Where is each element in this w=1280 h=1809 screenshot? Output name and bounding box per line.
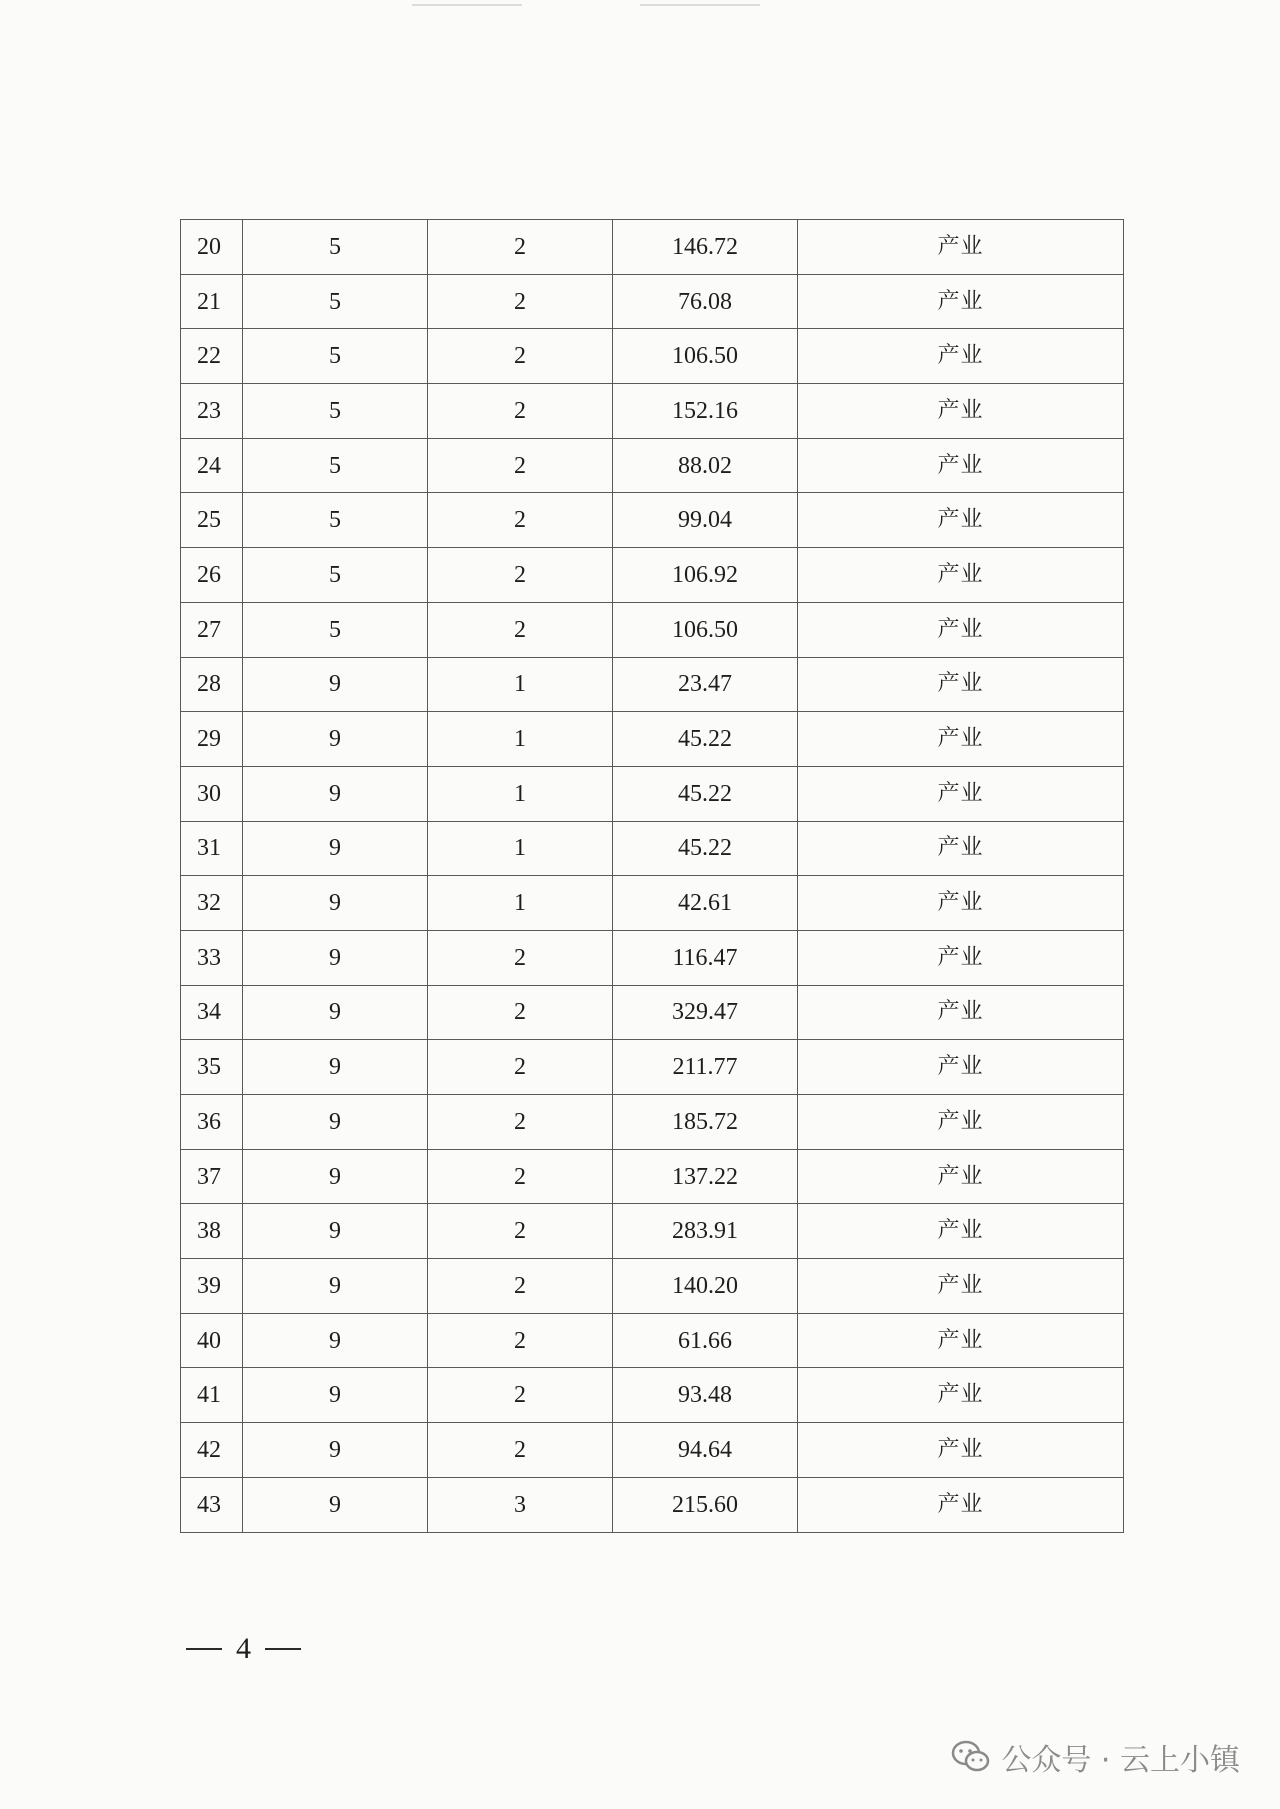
cell-number: 29	[181, 712, 243, 767]
cell-area: 215.60	[613, 1477, 798, 1532]
cell-column-2: 5	[243, 329, 428, 384]
cell-column-3: 2	[428, 329, 613, 384]
data-table	[180, 219, 1124, 1533]
cell-column-3: 2	[428, 1204, 613, 1259]
cell-number: 24	[181, 438, 243, 493]
cell-area: 94.64	[613, 1423, 798, 1478]
cell-column-2: 9	[243, 985, 428, 1040]
cell-use: 产业	[798, 1368, 1124, 1423]
cell-use: 产业	[798, 1259, 1124, 1314]
watermark-text: 公众号 · 云上小镇	[1001, 1743, 1240, 1778]
cell-column-2: 9	[243, 1423, 428, 1478]
cell-column-3: 1	[428, 657, 613, 712]
cell-number: 25	[181, 493, 243, 548]
cell-column-2: 9	[243, 1477, 428, 1532]
cell-number: 42	[181, 1423, 243, 1478]
table-row	[181, 1368, 1124, 1423]
cell-use: 产业	[798, 329, 1124, 384]
table-row	[181, 1477, 1124, 1532]
cell-use: 产业	[798, 985, 1124, 1040]
cell-area: 283.91	[613, 1204, 798, 1259]
table-row	[181, 712, 1124, 767]
cell-column-2: 9	[243, 1368, 428, 1423]
table-row	[181, 384, 1124, 439]
table-row	[181, 1313, 1124, 1368]
cell-column-2: 5	[243, 220, 428, 275]
cell-area: 88.02	[613, 438, 798, 493]
cell-number: 41	[181, 1368, 243, 1423]
cell-column-3: 2	[428, 438, 613, 493]
cell-number: 30	[181, 766, 243, 821]
table-row	[181, 1040, 1124, 1095]
cell-use: 产业	[798, 1040, 1124, 1095]
cell-column-3: 2	[428, 1423, 613, 1478]
table-row	[181, 985, 1124, 1040]
cell-column-3: 2	[428, 220, 613, 275]
cell-column-2: 5	[243, 602, 428, 657]
table-row	[181, 1204, 1124, 1259]
cell-use: 产业	[798, 1477, 1124, 1532]
cell-column-3: 1	[428, 766, 613, 821]
cell-use: 产业	[798, 1313, 1124, 1368]
cell-column-3: 2	[428, 985, 613, 1040]
cell-use: 产业	[798, 1095, 1124, 1150]
page-number-value: 4	[236, 1632, 251, 1665]
cell-use: 产业	[798, 1149, 1124, 1204]
cell-number: 31	[181, 821, 243, 876]
cell-use: 产业	[798, 712, 1124, 767]
cell-area: 106.50	[613, 329, 798, 384]
cell-column-2: 5	[243, 384, 428, 439]
page-number	[186, 1632, 301, 1666]
cell-number: 36	[181, 1095, 243, 1150]
cell-area: 76.08	[613, 274, 798, 329]
cell-use: 产业	[798, 657, 1124, 712]
cell-area: 45.22	[613, 821, 798, 876]
table-row	[181, 876, 1124, 931]
table-row	[181, 930, 1124, 985]
cell-area: 45.22	[613, 712, 798, 767]
cell-area: 99.04	[613, 493, 798, 548]
cell-use: 产业	[798, 821, 1124, 876]
table-row	[181, 274, 1124, 329]
cell-number: 27	[181, 602, 243, 657]
cell-number: 40	[181, 1313, 243, 1368]
cell-number: 34	[181, 985, 243, 1040]
cell-area: 61.66	[613, 1313, 798, 1368]
cell-column-3: 3	[428, 1477, 613, 1532]
cell-column-2: 9	[243, 1204, 428, 1259]
cell-use: 产业	[798, 930, 1124, 985]
table-row	[181, 1149, 1124, 1204]
cell-column-3: 2	[428, 548, 613, 603]
cell-number: 35	[181, 1040, 243, 1095]
wechat-icon	[951, 1740, 991, 1774]
cell-number: 38	[181, 1204, 243, 1259]
cell-column-2: 9	[243, 712, 428, 767]
cell-number: 37	[181, 1149, 243, 1204]
scan-artifact-line	[640, 4, 760, 6]
cell-number: 20	[181, 220, 243, 275]
watermark	[951, 1735, 1240, 1779]
cell-column-3: 2	[428, 602, 613, 657]
cell-column-3: 2	[428, 1313, 613, 1368]
cell-area: 211.77	[613, 1040, 798, 1095]
cell-column-3: 1	[428, 821, 613, 876]
table-row	[181, 657, 1124, 712]
cell-column-3: 2	[428, 930, 613, 985]
cell-use: 产业	[798, 602, 1124, 657]
cell-area: 137.22	[613, 1149, 798, 1204]
cell-column-2: 9	[243, 1040, 428, 1095]
page-dash-right	[265, 1648, 301, 1650]
cell-column-2: 5	[243, 274, 428, 329]
cell-area: 106.50	[613, 602, 798, 657]
page-dash-left	[186, 1648, 222, 1650]
cell-use: 产业	[798, 1204, 1124, 1259]
cell-column-2: 5	[243, 438, 428, 493]
cell-number: 33	[181, 930, 243, 985]
table-row	[181, 329, 1124, 384]
table-row	[181, 438, 1124, 493]
cell-column-3: 2	[428, 274, 613, 329]
cell-column-2: 9	[243, 930, 428, 985]
cell-use: 产业	[798, 493, 1124, 548]
cell-column-3: 2	[428, 1095, 613, 1150]
cell-column-2: 5	[243, 493, 428, 548]
cell-use: 产业	[798, 384, 1124, 439]
table-body	[181, 220, 1124, 1533]
cell-column-3: 1	[428, 712, 613, 767]
cell-column-3: 2	[428, 1259, 613, 1314]
cell-column-3: 2	[428, 493, 613, 548]
cell-column-2: 9	[243, 766, 428, 821]
cell-area: 93.48	[613, 1368, 798, 1423]
cell-column-3: 1	[428, 876, 613, 931]
cell-use: 产业	[798, 548, 1124, 603]
cell-area: 146.72	[613, 220, 798, 275]
cell-column-2: 5	[243, 548, 428, 603]
cell-column-3: 2	[428, 1368, 613, 1423]
cell-number: 26	[181, 548, 243, 603]
cell-column-3: 2	[428, 1149, 613, 1204]
cell-column-2: 9	[243, 1149, 428, 1204]
cell-area: 152.16	[613, 384, 798, 439]
table-row	[181, 1095, 1124, 1150]
cell-use: 产业	[798, 876, 1124, 931]
cell-area: 45.22	[613, 766, 798, 821]
cell-area: 140.20	[613, 1259, 798, 1314]
cell-number: 21	[181, 274, 243, 329]
table-row	[181, 1423, 1124, 1478]
cell-number: 28	[181, 657, 243, 712]
cell-use: 产业	[798, 1423, 1124, 1478]
cell-area: 116.47	[613, 930, 798, 985]
cell-column-3: 2	[428, 1040, 613, 1095]
cell-column-2: 9	[243, 1313, 428, 1368]
cell-area: 329.47	[613, 985, 798, 1040]
cell-use: 产业	[798, 220, 1124, 275]
cell-use: 产业	[798, 438, 1124, 493]
cell-number: 32	[181, 876, 243, 931]
table-row	[181, 766, 1124, 821]
cell-area: 185.72	[613, 1095, 798, 1150]
cell-number: 22	[181, 329, 243, 384]
table-row	[181, 602, 1124, 657]
table-row	[181, 821, 1124, 876]
cell-number: 39	[181, 1259, 243, 1314]
cell-column-2: 9	[243, 876, 428, 931]
cell-column-2: 9	[243, 657, 428, 712]
cell-area: 23.47	[613, 657, 798, 712]
cell-column-3: 2	[428, 384, 613, 439]
cell-column-2: 9	[243, 821, 428, 876]
cell-use: 产业	[798, 766, 1124, 821]
table-row	[181, 220, 1124, 275]
cell-area: 42.61	[613, 876, 798, 931]
cell-use: 产业	[798, 274, 1124, 329]
cell-number: 23	[181, 384, 243, 439]
cell-number: 43	[181, 1477, 243, 1532]
table-row	[181, 1259, 1124, 1314]
cell-column-2: 9	[243, 1259, 428, 1314]
cell-area: 106.92	[613, 548, 798, 603]
scan-artifact-line	[412, 4, 522, 6]
table-row	[181, 548, 1124, 603]
table-row	[181, 493, 1124, 548]
cell-column-2: 9	[243, 1095, 428, 1150]
